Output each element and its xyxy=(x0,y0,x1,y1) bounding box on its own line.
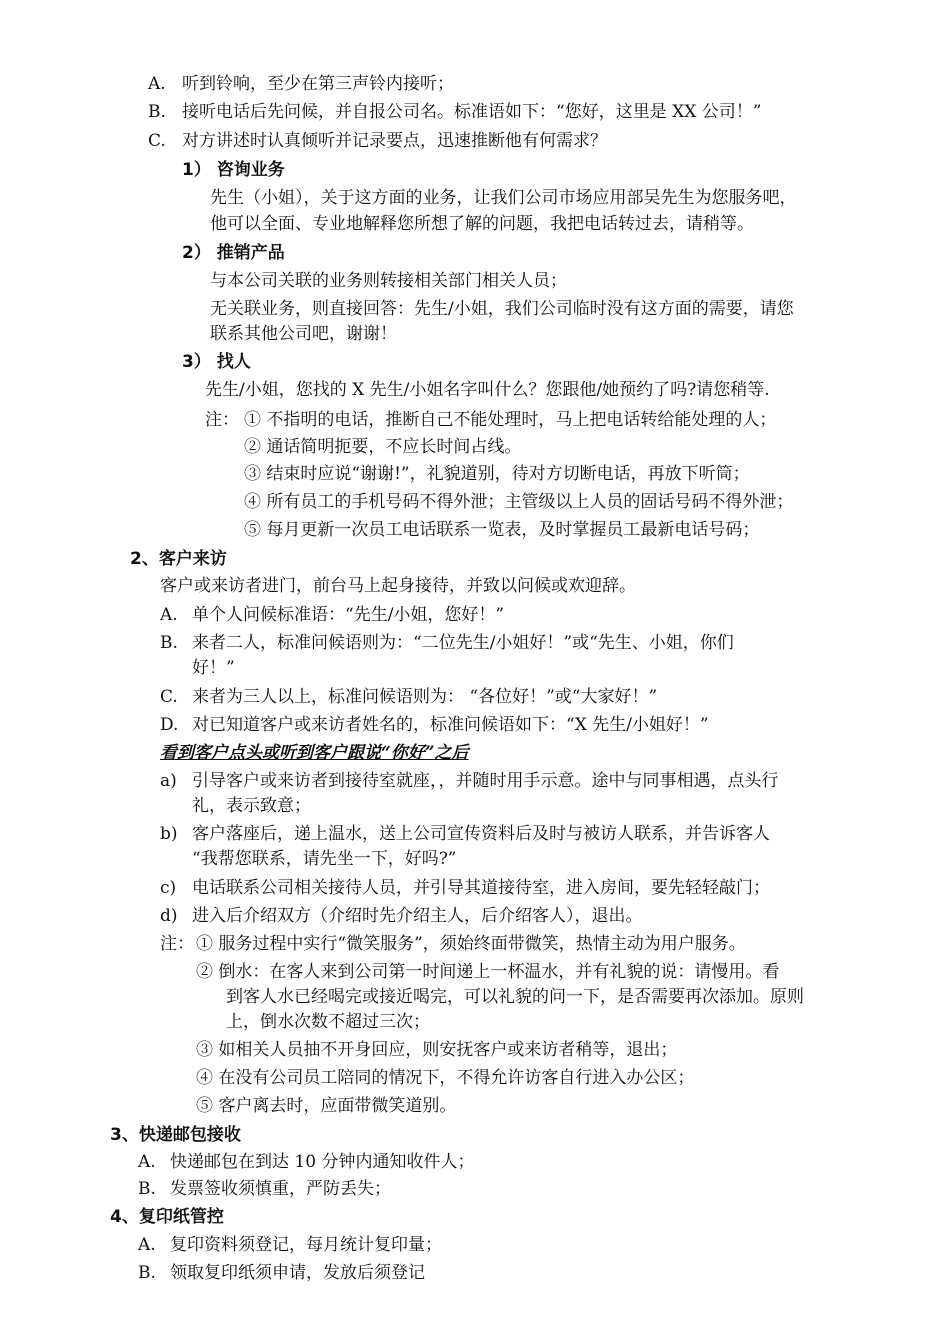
section-heading-courier: 3、快递邮包接收 xyxy=(110,1125,241,1145)
subheading-find-person: 3） 找人 xyxy=(182,352,251,372)
note-label: 注： xyxy=(160,934,194,954)
list-marker-a: A. xyxy=(138,1235,156,1255)
list-marker-d: D. xyxy=(160,715,179,735)
find-person-text: 先生/小姐，您找的 X 先生/小姐名字叫什么？您跟他/她预约了吗?请您稍等. xyxy=(205,380,770,400)
visitor-note-5: ⑤ 客户离去时，应面带微笑道别。 xyxy=(196,1096,457,1116)
procedure-d: 进入后介绍双方（介绍时先介绍主人，后介绍客人），退出。 xyxy=(192,906,643,926)
greeting-rule-b-1: 来者二人，标准问候语则为：“二位先生/小姐好！”或“先生、小姐，你们 xyxy=(192,633,734,653)
procedure-a-1: 引导客户或来访者到接待室就座，，并随时用手示意。途中与同事相遇，点头行 xyxy=(192,771,779,791)
sales-text-2: 无关联业务，则直接回答：先生/小姐，我们公司临时没有这方面的需要，请您 xyxy=(210,299,794,319)
subheading-consult: 1） 咨询业务 xyxy=(182,160,285,180)
phone-note-1: ① 不指明的电话，推断自己不能处理时，马上把电话转给能处理的人； xyxy=(244,410,777,430)
list-marker-a: A. xyxy=(148,74,166,94)
list-marker-d-lower: d) xyxy=(160,906,178,926)
section-heading-copy-paper: 4、复印纸管控 xyxy=(110,1207,224,1227)
list-marker-c-lower: c) xyxy=(160,878,177,898)
list-marker-b: B. xyxy=(138,1263,156,1283)
phone-rule-c: 对方讲述时认真倾听并记录要点，迅速推断他有何需求？ xyxy=(182,131,607,151)
list-marker-b-lower: b) xyxy=(160,824,178,844)
list-marker-a-lower: a) xyxy=(160,771,177,791)
procedure-b-2: “我帮您联系，请先坐一下，好吗?” xyxy=(192,849,457,869)
greeting-rule-a: 单个人问候标准语：“先生/小姐，您好！” xyxy=(192,605,505,625)
list-marker-c: C. xyxy=(160,687,178,707)
consult-text-1: 先生（小姐），关于这方面的业务，让我们公司市场应用部吴先生为您服务吧， xyxy=(210,188,797,208)
copy-rule-b: 领取复印纸须申请，发放后须登记 xyxy=(170,1263,425,1283)
list-marker-a: A. xyxy=(160,605,178,625)
phone-note-5: ⑤ 每月更新一次员工电话联系一览表，及时掌握员工最新电话号码； xyxy=(244,520,760,540)
visitor-note-2-2: 到客人水已经喝完或接近喝完，可以礼貌的问一下，是否需要再次添加。原则 xyxy=(226,987,804,1007)
phone-rule-a: 听到铃响，至少在第三声铃内接听； xyxy=(182,74,454,94)
courier-rule-a: 快递邮包在到达 10 分钟内通知收件人； xyxy=(170,1152,475,1172)
procedure-c: 电话联系公司相关接待人员，并引导其道接待室，进入房间，要先轻轻敲门； xyxy=(192,878,770,898)
procedure-a-2: 礼，表示致意； xyxy=(192,796,311,816)
list-marker-b: B. xyxy=(160,633,178,653)
list-marker-a: A. xyxy=(138,1152,156,1172)
phone-note-2: ② 通话简明扼要，不应长时间占线。 xyxy=(244,437,522,457)
copy-rule-a: 复印资料须登记，每月统计复印量； xyxy=(170,1235,442,1255)
phone-note-3: ③ 结束时应说“谢谢!”，礼貌道别，待对方切断电话，再放下听筒； xyxy=(244,464,750,484)
list-marker-b: B. xyxy=(138,1179,156,1199)
sales-text-3: 联系其他公司吧，谢谢！ xyxy=(210,324,397,344)
phone-note-4: ④ 所有员工的手机号码不得外泄；主管级以上人员的固话号码不得外泄； xyxy=(244,492,794,512)
list-marker-c: C. xyxy=(148,131,166,151)
subheading-sales: 2） 推销产品 xyxy=(182,243,285,263)
note-label: 注： xyxy=(205,410,239,430)
visitor-note-2-1: ② 倒水：在客人来到公司第一时间递上一杯温水，并有礼貌的说：请慢用。看 xyxy=(196,962,780,982)
visitor-note-2-3: 上，倒水次数不超过三次； xyxy=(226,1012,430,1032)
greeting-rule-b-2: 好！” xyxy=(192,658,235,678)
visitor-note-4: ④ 在没有公司员工陪同的情况下，不得允许访客自行进入办公区； xyxy=(196,1068,695,1088)
greeting-rule-d: 对已知道客户或来访者姓名的，标准问候语如下：“X 先生/小姐好！” xyxy=(192,715,709,735)
greeting-rule-c: 来者为三人以上，标准问候语则为： “各位好！”或“大家好！” xyxy=(192,687,658,707)
visitor-note-1: ① 服务过程中实行“微笑服务”，须始终面带微笑，热情主动为用户服务。 xyxy=(196,934,746,954)
visitors-intro: 客户或来访者进门，前台马上起身接待，并致以问候或欢迎辞。 xyxy=(160,576,636,596)
visitor-note-3: ③ 如相关人员抽不开身回应，则安抚客户或来访者稍等，退出； xyxy=(196,1040,678,1060)
procedure-b-1: 客户落座后，递上温水，送上公司宣传资料后及时与被访人联系，并告诉客人 xyxy=(192,824,770,844)
phone-rule-b: 接听电话后先问候，并自报公司名。标准语如下：“您好，这里是 XX 公司！” xyxy=(182,102,762,122)
sales-text-1: 与本公司关联的业务则转接相关部门相关人员； xyxy=(210,271,567,291)
consult-text-2: 他可以全面、专业地解释您所想了解的问题，我把电话转过去，请稍等。 xyxy=(210,214,754,234)
section-heading-visitors: 2、客户来访 xyxy=(130,549,227,569)
subheading-after-greeting: 看到客户点头或听到客户跟说“你好”之后 xyxy=(160,743,469,763)
courier-rule-b: 发票签收须慎重，严防丢失； xyxy=(170,1179,391,1199)
list-marker-b: B. xyxy=(148,102,166,122)
